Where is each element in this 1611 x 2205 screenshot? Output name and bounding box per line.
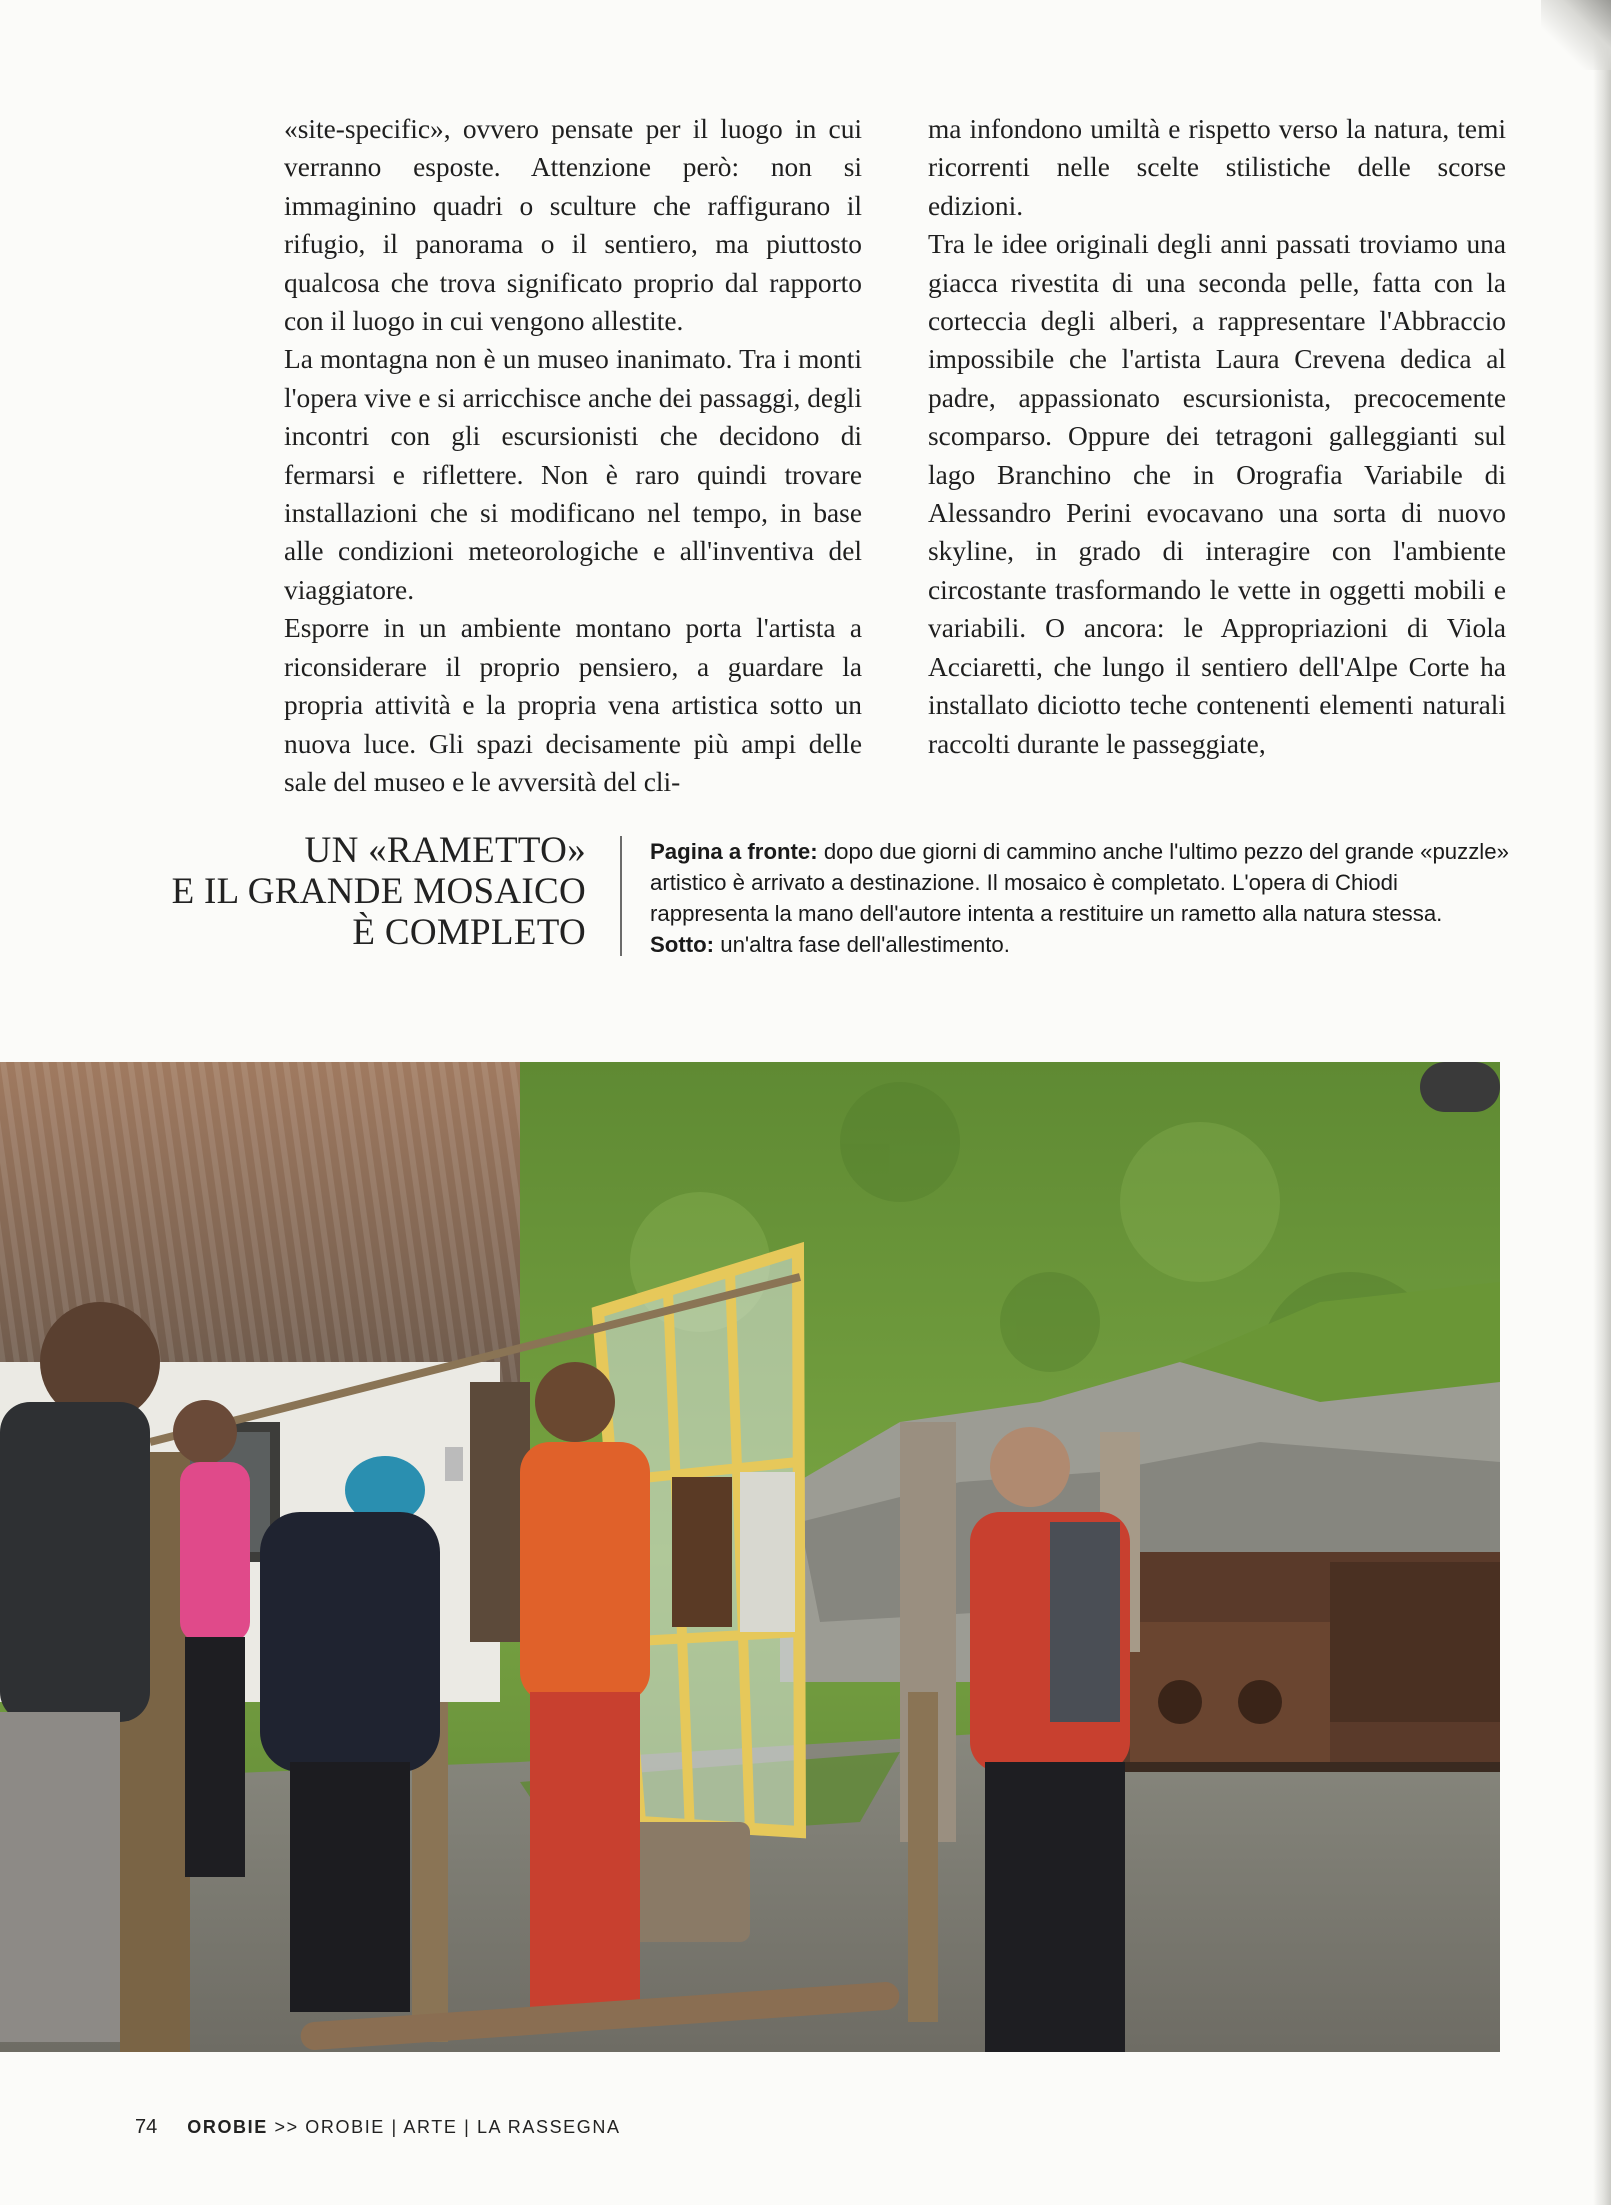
pull-quote [120,830,586,953]
caption-label: Sotto: [650,932,715,957]
page-number: 74 [135,2116,158,2138]
pull-quote-line: E IL GRANDE MOSAICO [171,871,586,912]
tree-stump [630,1822,750,1942]
paragraph: La montagna non è un museo inanimato. Tra i monti l'opera vive e si arricchisce anche dei passaggi, degli incontri con gli escursionisti che decidono di fermarsi e riflettere. Non è raro quindi trovare installazioni che si modificano nel tempo, in base alle condizioni meteorologiche e all'inventiva del viaggiatore. [284,344,862,605]
paragraph: «site-specific», ovvero pensate per il luogo in cui verranno esposte. Attenzione però: non si immaginino quadri o sculture che raffigurano il rifugio, il panorama o il sentiero, ma piuttosto qualcosa che trova significato proprio dal rapporto con il luogo in cui vengono allestite. [284,114,862,337]
paragraph: Esporre in un ambiente montano porta l'artista a riconsiderare il proprio pensiero, a guardare la propria attività e la propria vena artistica sotto un nuova luce. Gli spazi decisamente più ampi delle sale del museo e le avversità del cli- [284,613,862,797]
rusty-mine-cart [1100,1552,1500,1772]
lamp [1420,1062,1500,1112]
mountain-installation-photo [0,1062,1500,2052]
left-text-column [284,110,862,801]
photo-caption [650,836,1510,960]
page-corner-shadow [1541,0,1611,70]
pull-quote-line: È COMPLETO [352,912,586,953]
pull-quote-divider [620,836,622,956]
person-orange [520,1362,650,2022]
paragraph: ma infondono umiltà e rispetto verso la natura, temi ricorrenti nelle scelte stilistiche delle scorse edizioni. [928,114,1506,221]
page-gutter-shadow [1593,0,1611,2205]
caption-text: un'altra fase dell'allestimento. [714,932,1010,957]
paragraph: Tra le idee originali degli anni passati troviamo una giacca rivestita di una seconda pelle, fatta con la corteccia degli alberi, a rappresentare l'Abbraccio impossibile che l'artista Laura Crevena dedica al padre, appassionato escursionista, precocemente scomparso. Oppure dei tetragoni galleggianti sul lago Branchino che in Orografia Variabile di Alessandro Perini evocavano una sorta di nuovo skyline, in grado di interagire con l'ambiente circostante trasformando le vette in oggetti mobili e variabili. O ancora: le Appropriazioni di Viola Acciaretti, che lungo il sentiero dell'Alpe Corte ha installato diciotto teche contenenti elementi naturali raccolti durante le passeggiate, [928,229,1506,759]
caption-label: Pagina a fronte: [650,839,818,864]
right-text-column [928,110,1506,763]
pull-quote-line: UN «RAMETTO» [304,830,586,871]
section-path: >> OROBIE | ARTE | LA RASSEGNA [267,2117,621,2137]
caption-text: dopo due giorni di cammino anche l'ultimo pezzo del grande «puzzle» artistico è arrivato a destinazione. Il mosaico è completato. L'opera di Chiodi rappresenta la mano dell'autore intenta a restituire un rametto alla natura stessa. [650,839,1509,926]
magazine-name: OROBIE [187,2117,268,2137]
person-red-jacket [970,1427,1130,2052]
page-footer [135,2116,621,2139]
